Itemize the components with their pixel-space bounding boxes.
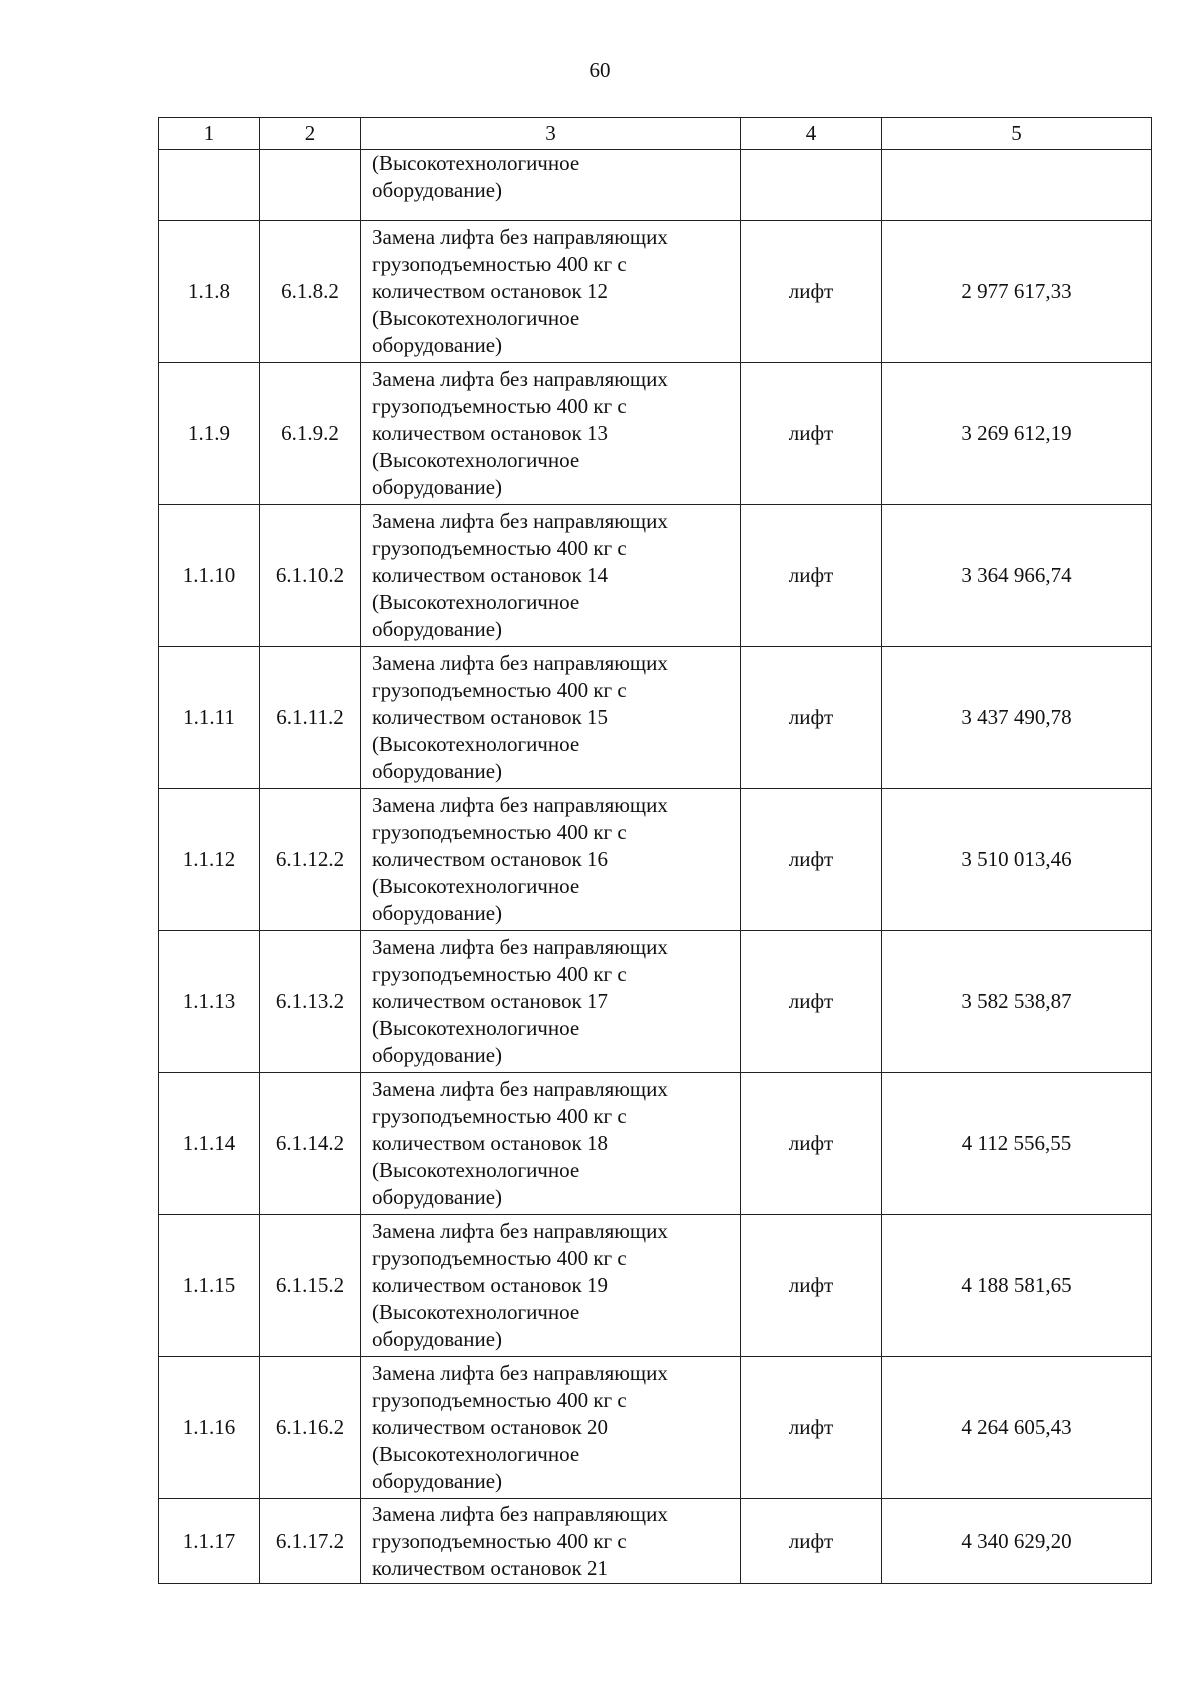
cell-description [361,1357,741,1499]
header-col-4: 4 [741,118,882,150]
description-line: оборудование) [372,1043,503,1067]
cell-code: 6.1.15.2 [260,1215,361,1357]
description-line: количеством остановок 15 [372,705,608,729]
description-line: (Высокотехнологичное [372,874,580,898]
cell-description [361,1215,741,1357]
cell-description [361,931,741,1073]
description-line: грузоподъемностью 400 кг с [372,678,627,702]
cell-num: 1.1.10 [159,505,260,647]
cell-num: 1.1.17 [159,1499,260,1584]
price-table [158,117,1152,1584]
description-line: количеством остановок 13 [372,421,608,445]
table-row [159,505,1152,647]
cell-code: 6.1.14.2 [260,1073,361,1215]
description-line: (Высокотехнологичное [372,306,580,330]
description-line: оборудование) [372,759,503,783]
description-line: количеством остановок 19 [372,1273,608,1297]
description-line: грузоподъемностью 400 кг с [372,1104,627,1128]
description-line: оборудование) [372,1185,503,1209]
description-line: Замена лифта без направляющих [372,1077,668,1101]
cell-unit: лифт [741,647,882,789]
cell-code [260,150,361,221]
cell-num: 1.1.16 [159,1357,260,1499]
description-line: количеством остановок 20 [372,1415,608,1439]
description-line: количеством остановок 21 [372,1555,608,1580]
description-line: грузоподъемностью 400 кг с [372,536,627,560]
description-line: (Высокотехнологичное [372,590,580,614]
description-line: грузоподъемностью 400 кг с [372,1388,627,1412]
description-line: (Высокотехнологичное [372,448,580,472]
cell-num: 1.1.9 [159,363,260,505]
cell-code: 6.1.12.2 [260,789,361,931]
cell-code: 6.1.10.2 [260,505,361,647]
cell-num: 1.1.13 [159,931,260,1073]
header-col-1: 1 [159,118,260,150]
header-col-5: 5 [882,118,1152,150]
table-row [159,931,1152,1073]
table-row-continuation [159,150,1152,221]
description-line: оборудование) [372,178,503,202]
cell-num [159,150,260,221]
page-number: 60 [589,58,611,82]
cell-description [361,221,741,363]
cell-price: 4 264 605,43 [882,1357,1152,1499]
description-line: оборудование) [372,475,503,499]
cell-description [361,1499,741,1584]
description-line: грузоподъемностью 400 кг с [372,962,627,986]
description-line: Замена лифта без направляющих [372,793,668,817]
cell-price: 2 977 617,33 [882,221,1152,363]
cell-description [361,647,741,789]
description-line: Замена лифта без направляющих [372,225,668,249]
description-line: Замена лифта без направляющих [372,367,668,391]
description-line: оборудование) [372,1469,503,1493]
cell-unit: лифт [741,931,882,1073]
cell-description [361,363,741,505]
description-line: (Высокотехнологичное [372,1300,580,1324]
table-row [159,647,1152,789]
table-header-row [159,118,1152,150]
table-row [159,789,1152,931]
cell-unit: лифт [741,505,882,647]
cell-description [361,1073,741,1215]
table-row [159,1499,1152,1584]
table-body [159,150,1152,1584]
description-line: Замена лифта без направляющих [372,1501,668,1526]
cell-unit: лифт [741,1499,882,1584]
description-line: грузоподъемностью 400 кг с [372,1528,627,1553]
description-line: оборудование) [372,1327,503,1351]
table-row [159,221,1152,363]
description-line: (Высокотехнологичное [372,732,580,756]
cell-code: 6.1.9.2 [260,363,361,505]
cell-price [882,150,1152,221]
cell-unit: лифт [741,1357,882,1499]
cell-price: 4 112 556,55 [882,1073,1152,1215]
cell-price: 3 510 013,46 [882,789,1152,931]
description-line: оборудование) [372,333,503,357]
description-line: грузоподъемностью 400 кг с [372,820,627,844]
cell-code: 6.1.11.2 [260,647,361,789]
cell-price: 4 340 629,20 [882,1499,1152,1584]
cell-num: 1.1.8 [159,221,260,363]
table-row [159,363,1152,505]
cell-num: 1.1.11 [159,647,260,789]
description-line: Замена лифта без направляющих [372,1219,668,1243]
description-line: (Высокотехнологичное [372,1016,580,1040]
cell-price: 3 582 538,87 [882,931,1152,1073]
cell-unit: лифт [741,221,882,363]
description-line: количеством остановок 12 [372,279,608,303]
cell-code: 6.1.8.2 [260,221,361,363]
cell-description [361,789,741,931]
cell-num: 1.1.12 [159,789,260,931]
cell-price: 4 188 581,65 [882,1215,1152,1357]
description-line: Замена лифта без направляющих [372,509,668,533]
description-line: Замена лифта без направляющих [372,651,668,675]
table-row [159,1357,1152,1499]
cell-num: 1.1.15 [159,1215,260,1357]
description-line: количеством остановок 18 [372,1131,608,1155]
cell-price: 3 269 612,19 [882,363,1152,505]
cell-code: 6.1.13.2 [260,931,361,1073]
cell-price: 3 437 490,78 [882,647,1152,789]
table-row [159,1073,1152,1215]
description-line: количеством остановок 16 [372,847,608,871]
cell-unit: лифт [741,1215,882,1357]
description-line: Замена лифта без направляющих [372,935,668,959]
cell-code: 6.1.16.2 [260,1357,361,1499]
header-col-3: 3 [361,118,741,150]
description-line: Замена лифта без направляющих [372,1361,668,1385]
header-col-2: 2 [260,118,361,150]
description-line: количеством остановок 17 [372,989,608,1013]
cell-num: 1.1.14 [159,1073,260,1215]
description-line: (Высокотехнологичное [372,151,580,175]
table-row [159,1215,1152,1357]
cell-unit [741,150,882,221]
description-line: оборудование) [372,617,503,641]
description-line: грузоподъемностью 400 кг с [372,252,627,276]
description-line: оборудование) [372,901,503,925]
cell-code: 6.1.17.2 [260,1499,361,1584]
cell-description [361,150,741,221]
description-line: (Высокотехнологичное [372,1158,580,1182]
cell-unit: лифт [741,789,882,931]
description-line: (Высокотехнологичное [372,1442,580,1466]
cell-unit: лифт [741,363,882,505]
description-line: грузоподъемностью 400 кг с [372,394,627,418]
description-line: количеством остановок 14 [372,563,608,587]
description-line: грузоподъемностью 400 кг с [372,1246,627,1270]
cell-unit: лифт [741,1073,882,1215]
cell-price: 3 364 966,74 [882,505,1152,647]
cell-description [361,505,741,647]
